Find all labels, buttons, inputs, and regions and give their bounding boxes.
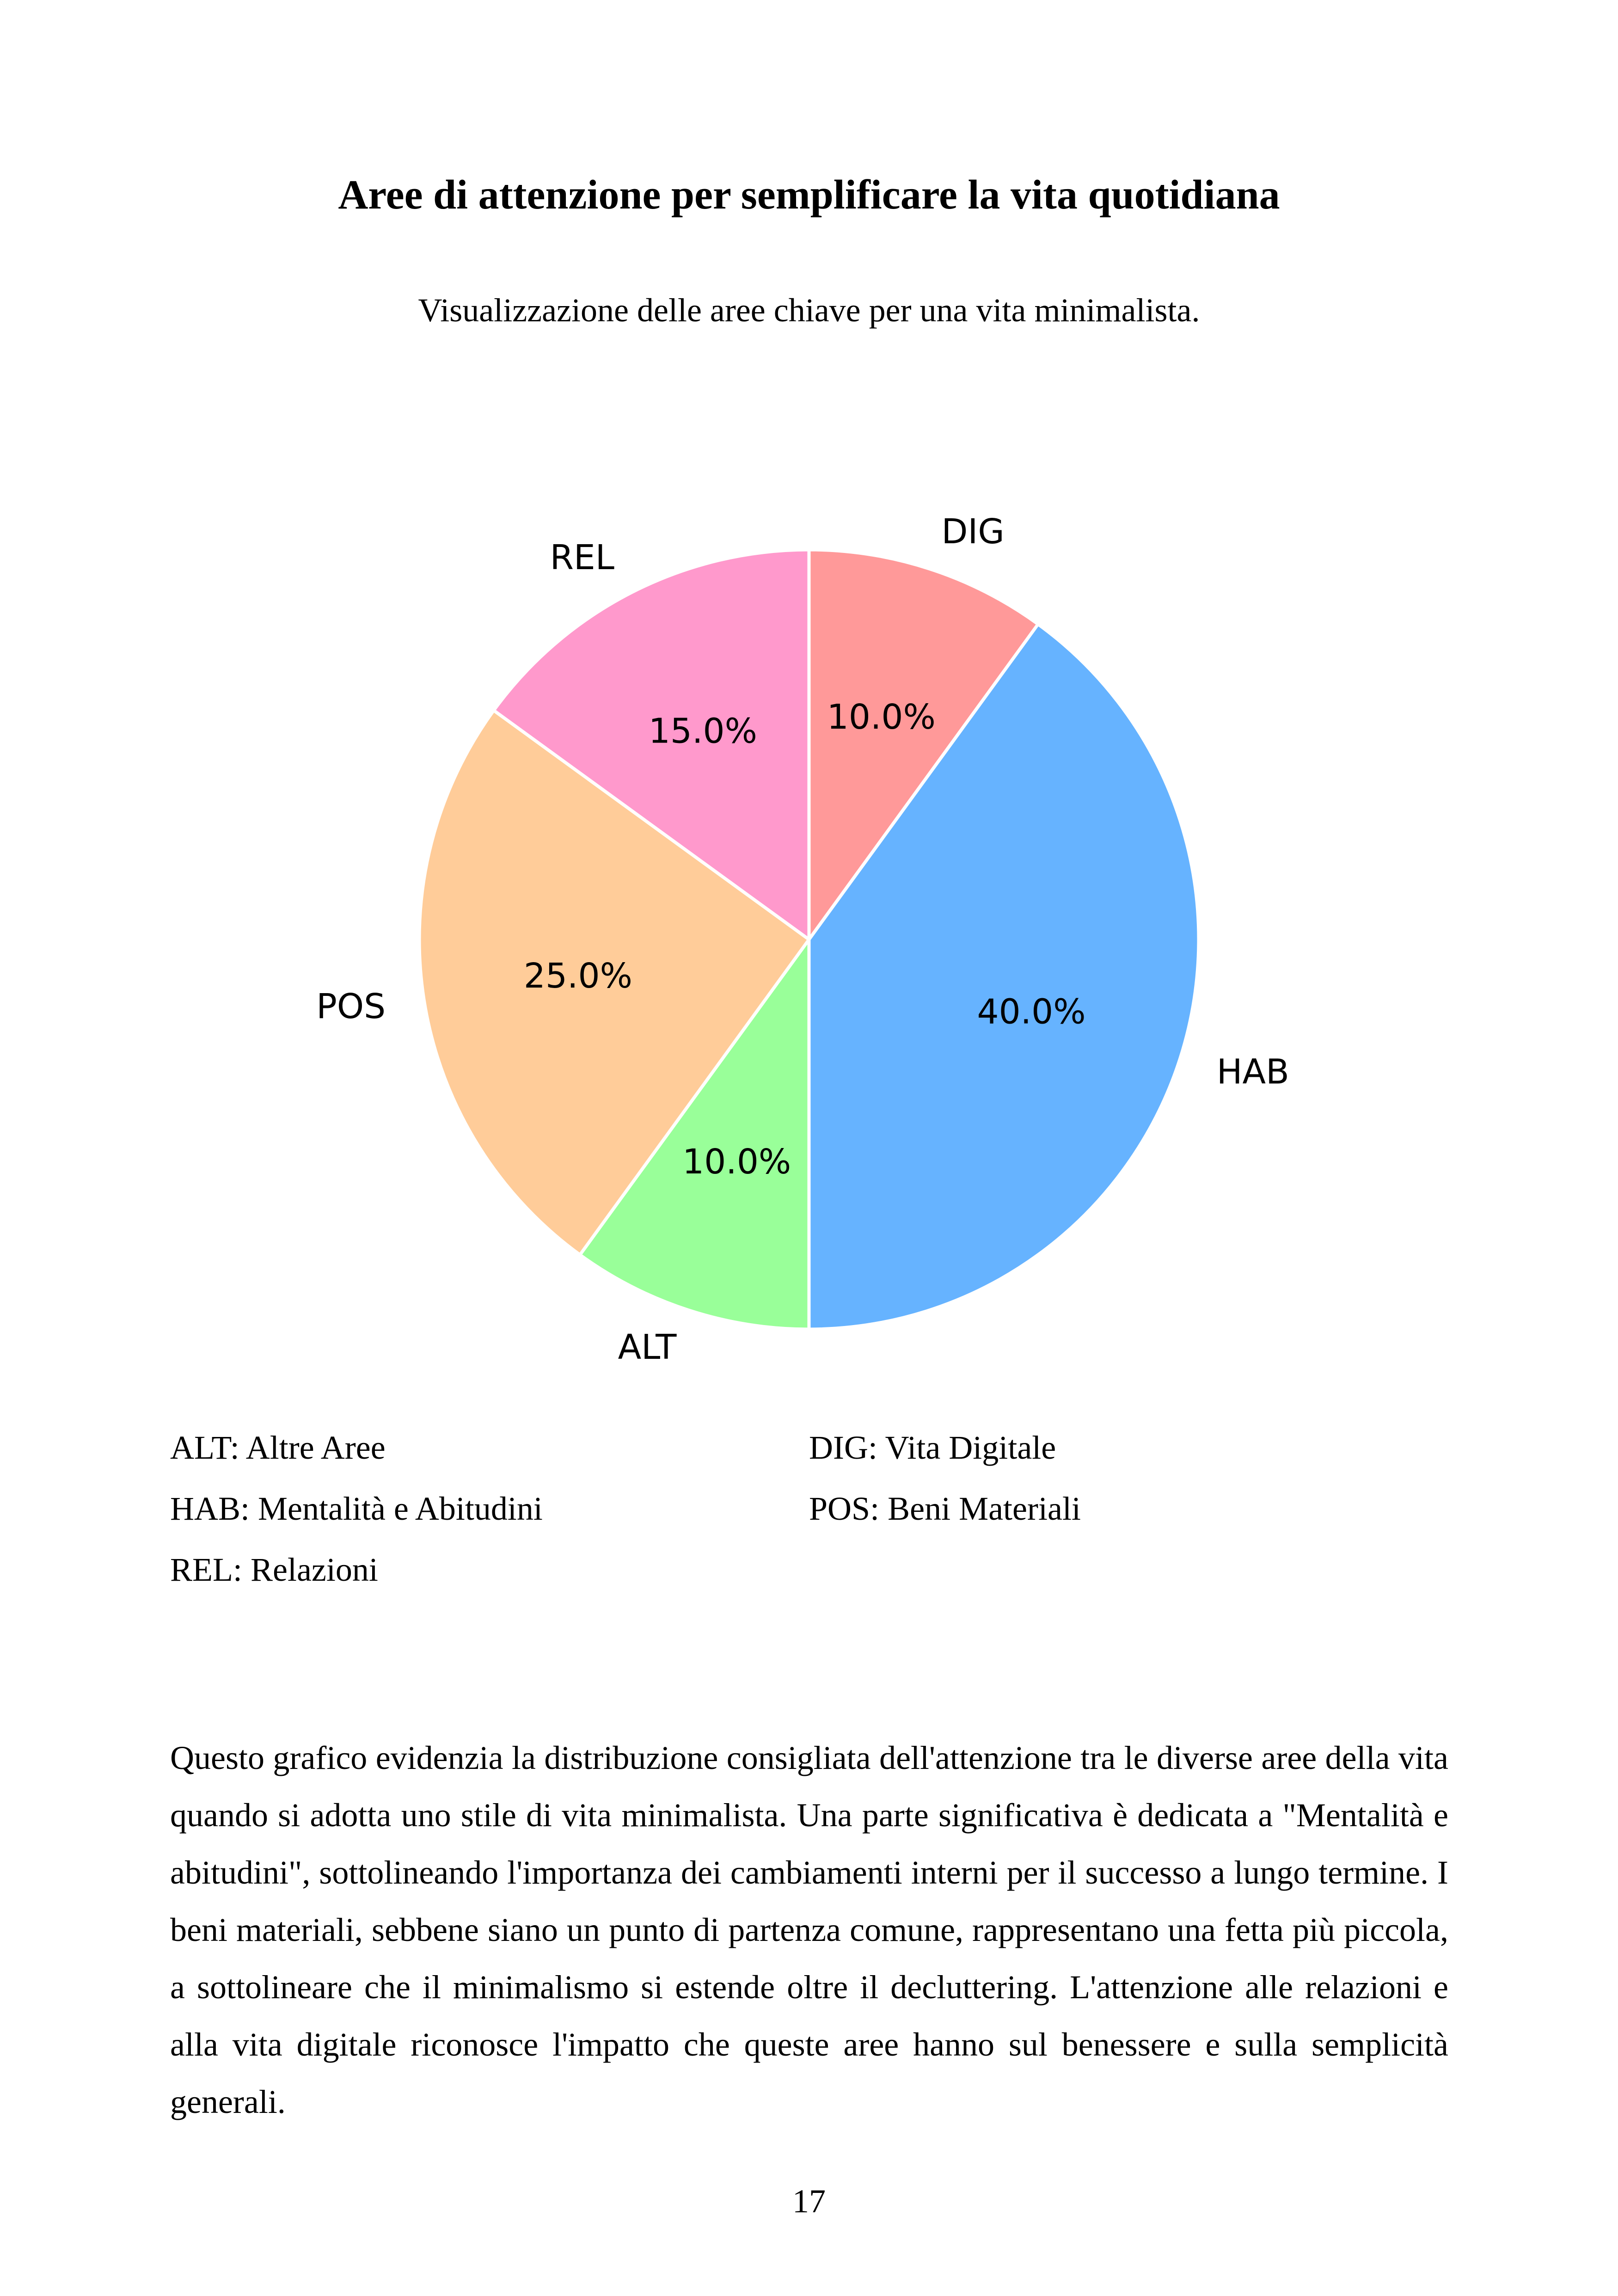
- legend-item-dig: DIG: Vita Digitale: [809, 1429, 1056, 1466]
- pie-percent-dig: 10.0%: [827, 697, 936, 737]
- pie-percent-alt: 10.0%: [682, 1142, 791, 1182]
- pie-percent-hab: 40.0%: [977, 992, 1086, 1032]
- legend: [170, 1425, 1465, 1592]
- description-paragraph: Questo grafico evidenzia la distribuzione consigliata dell'attenzione tra le diverse aree della vita quando si adotta uno stile di vita minimalista. Una parte significativa è dedicata a "Mentalità e abitudini", sottolineando l'importanza dei cambiamenti interni per il successo a lungo termine. I beni materiali, sebbene siano un punto di partenza comune, rappresentano una fetta più piccola, a sottolineare che il minimalismo si estende oltre il decluttering. L'attenzione alle relazioni e alla vita digitale riconosce l'impatto che queste aree hanno sul benessere e sulla semplicità generali.: [170, 1739, 1448, 2120]
- chart-title: Aree di attenzione per semplificare la vita quotidiana: [338, 172, 1280, 218]
- legend-item-rel: REL: Relazioni: [170, 1551, 378, 1588]
- pie-label-rel: REL: [550, 537, 615, 577]
- legend-item-hab: HAB: Mentalità e Abitudini: [170, 1490, 543, 1527]
- chart-subtitle: Visualizzazione delle aree chiave per una vita minimalista.: [418, 292, 1200, 329]
- pie-label-alt: ALT: [618, 1327, 677, 1367]
- pie-label-dig: DIG: [941, 512, 1005, 552]
- page-number: 17: [792, 2183, 826, 2220]
- pie-label-hab: HAB: [1216, 1052, 1289, 1092]
- legend-item-pos: POS: Beni Materiali: [809, 1490, 1081, 1527]
- pie-label-pos: POS: [316, 987, 386, 1027]
- pie-percent-pos: 25.0%: [523, 956, 632, 996]
- pie-percent-rel: 15.0%: [648, 711, 757, 751]
- legend-item-alt: ALT: Altre Aree: [170, 1429, 386, 1466]
